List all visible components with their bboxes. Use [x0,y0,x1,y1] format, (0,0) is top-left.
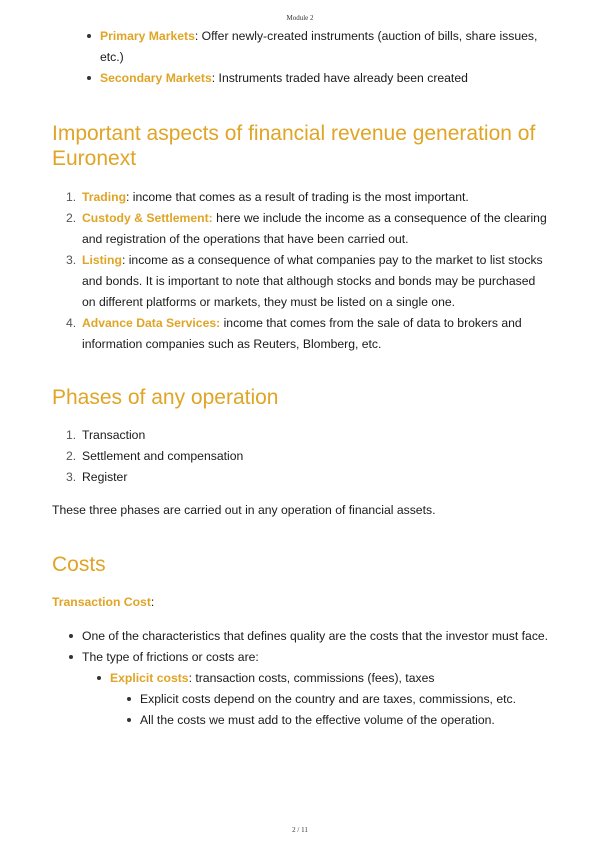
list-item [82,647,552,731]
list-item [66,446,552,467]
item-text: The type of frictions or costs are: [82,650,259,664]
section-title: Phases of any operation [52,386,279,409]
section-title: Costs [52,553,106,576]
item-text: Settlement and compensation [82,449,244,463]
list-item [66,467,552,488]
term: Trading [82,190,127,204]
list-item [66,313,552,355]
list-item [66,208,552,250]
revenue-list [52,187,552,355]
item-text: Explicit costs depend on the country and are taxes, commissions, etc. [140,692,516,706]
item-text: : Offer newly-created instruments (auction of bills, share issues, etc.) [100,29,538,64]
list-item [66,250,552,313]
item-text: : transaction costs, commissions (fees), taxes [188,671,435,685]
cost-types-list [82,668,552,731]
subheading-suffix: : [150,595,155,609]
term: Custody & Settlement: [82,211,213,225]
item-number: 2. [66,449,77,463]
phases-list [52,425,552,488]
item-text: Register [82,470,128,484]
explicit-costs-list [110,689,552,731]
item-number: 3. [66,470,77,484]
page-content [52,26,552,731]
list-item [82,626,552,647]
item-number: 4. [66,316,77,330]
term: Listing [82,253,122,267]
term: Secondary Markets [100,71,212,85]
item-number: 3. [66,253,77,267]
item-number: 1. [66,428,77,442]
item-text: All the costs we must add to the effective volume of the operation. [140,713,495,727]
list-item [66,425,552,446]
item-number: 2. [66,211,77,225]
list-item [66,187,552,208]
term: Explicit costs [110,671,189,685]
item-text: Transaction [82,428,146,442]
phases-note: These three phases are carried out in any operation of financial assets. [52,503,436,517]
costs-list [52,626,552,731]
item-text: income that comes from the sale of data to brokers and information companies such as Reuters, Blomberg, etc. [82,316,522,351]
section-title: Important aspects of financial revenue generation of Euronext [52,122,536,170]
list-item [140,710,552,731]
item-text: : Instruments traded have already been created [211,71,468,85]
item-text: : income that comes as a result of trading is the most important. [126,190,469,204]
item-text: One of the characteristics that defines quality are the costs that the investor must face. [82,629,549,643]
list-item [140,689,552,710]
list-item [100,68,552,89]
markets-list [52,26,552,89]
list-item [110,668,552,731]
term: Primary Markets [100,29,195,43]
page-number: 2 / 11 [292,826,308,834]
item-number: 1. [66,190,77,204]
page-header: Module 2 [286,14,314,22]
subheading [52,592,552,613]
item-text: here we include the income as a consequence of the clearing and registration of the operations that have been carried out. [82,211,547,246]
list-item [100,26,552,68]
subheading-term: Transaction Cost [52,595,151,609]
item-text: : income as a consequence of what companies pay to the market to list stocks and bonds. It is important to note that although stocks and bonds may be purchased on different platforms or markets, they must be listed on a single one. [82,253,543,309]
term: Advance Data Services: [82,316,221,330]
